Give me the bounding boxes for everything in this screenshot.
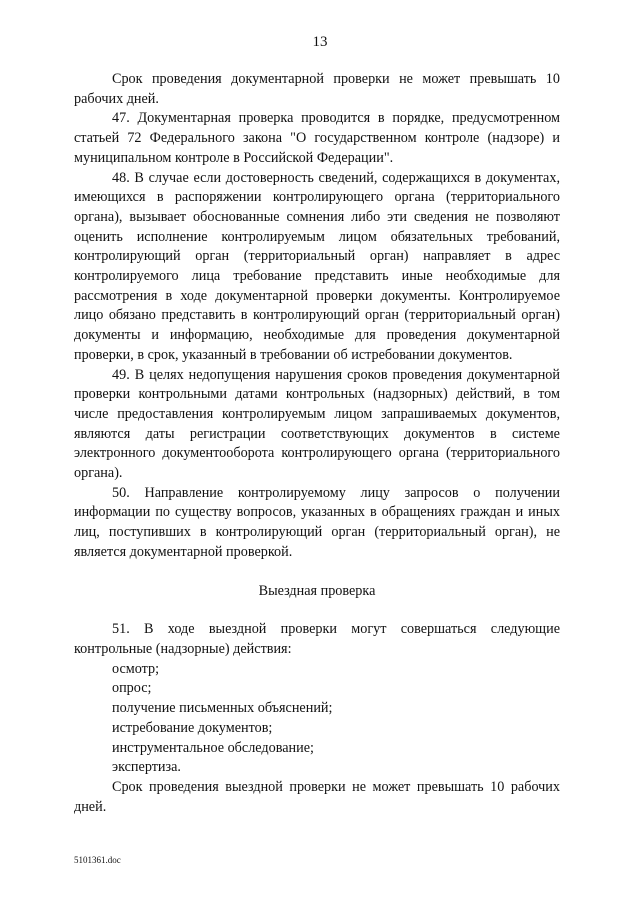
paragraph-47: 47. Документарная проверка проводится в порядке, предусмотренном статьей 72 Федерального закона "О государственном контроле (надзоре) и муниципальном контроле в Российской Федерации". (74, 110, 560, 166)
list-item: инструментальное обследование; (112, 739, 314, 756)
page-number: 13 (312, 34, 328, 50)
paragraph-50: 50. Направление контролируемому лицу запросов о получении информации по существу вопросов, указанных в обращениях граждан и иных лиц, поступивших в контролирующий орган (территориальный орган), не является документарной проверкой. (74, 484, 560, 560)
footer-file-code: 5101361.doc (74, 855, 121, 865)
paragraph-51: 51. В ходе выездной проверки могут совершаться следующие контрольные (надзорные) действия: (74, 621, 560, 657)
section-heading: Выездная проверка (258, 582, 376, 599)
list-item: экспертиза. (112, 759, 181, 776)
paragraph-48: 48. В случае если достоверность сведений, содержащихся в документах, имеющихся в распоряжении контролирующего органа (территориального органа), вызывает обоснованные сомнения либо эти сведения не позволяют оценить исполнение контролируемым лицом обязательных требований, контролирующий орган (территориальный орган) направляет в адрес контролируемого лица требование представить иные необходимые для рассмотрения в ходе документарной проверки документы. Контролируемое лицо обязано представить в контролирующий орган (территориальный орган) документы и информацию, необходимые для проведения документарной проверки, в срок, указанный в требовании об истребовании документов. (74, 169, 560, 363)
list-item: опрос; (112, 680, 152, 697)
paragraph-inspection-term: Срок проведения документарной проверки не может превышать 10 рабочих дней. (74, 71, 560, 107)
list-item: осмотр; (112, 660, 160, 677)
paragraph-49: 49. В целях недопущения нарушения сроков проведения документарной проверки контрольными датами контрольных (надзорных) действий, в том числе предоставления контролируемым лицом запрашиваемых документов, являются даты регистрации соответствующих документов в системе электронного документооборота контролирующего органа (территориального органа). (74, 366, 560, 482)
list-item: истребование документов; (112, 719, 273, 736)
paragraph-onsite-term: Срок проведения выездной проверки не может превышать 10 рабочих дней. (74, 778, 560, 815)
list-item: получение письменных объяснений; (112, 700, 333, 717)
document-body (74, 70, 560, 817)
